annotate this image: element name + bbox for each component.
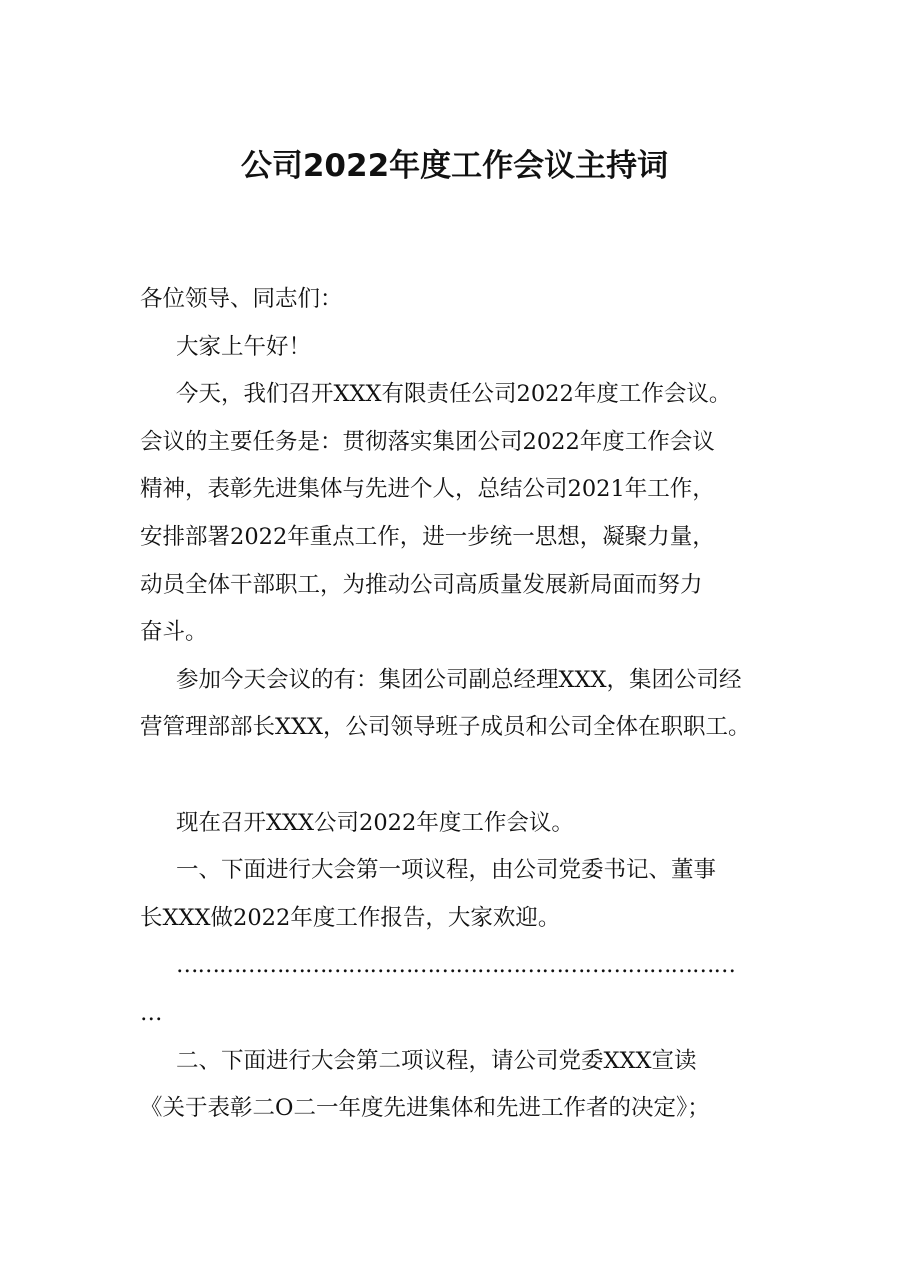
paragraph-line: 现在召开XXX公司2022年度工作会议。: [176, 809, 574, 836]
paragraph-line: 参加今天会议的有：集团公司副总经理XXX，集团公司经: [176, 666, 742, 693]
paragraph-line: 营管理部部长XXX，公司领导班子成员和公司全体在职职工。: [140, 714, 751, 741]
paragraph-line: 《关于表彰二O二一年度先进集体和先进工作者的决定》；: [140, 1095, 710, 1122]
paragraph-line: 一、下面进行大会第一项议程，由公司党委书记、董事: [176, 857, 717, 884]
greeting: 大家上午好！: [176, 333, 312, 360]
paragraph-line: 会议的主要任务是：贯彻落实集团公司2022年度工作会议: [140, 428, 715, 455]
blank-line: [140, 752, 780, 800]
salutation: 各位领导、同志们：: [140, 286, 343, 312]
paragraph-line: 动员全体干部职工，为推动公司高质量发展新局面而努力: [140, 571, 703, 598]
document-body: [140, 276, 780, 1133]
paragraph-line: 长XXX做2022年度工作报告，大家欢迎。: [140, 904, 561, 931]
paragraph-line: 奋斗。: [140, 619, 208, 646]
paragraph-line: 二、下面进行大会第二项议程，请公司党委XXX宣读: [176, 1047, 697, 1074]
paragraph-line: 精神，表彰先进集体与先进个人，总结公司2021年工作，: [140, 476, 715, 503]
ellipsis-line: ……………………………………………………………………: [176, 952, 735, 979]
paragraph-line: 今天，我们召开XXX有限责任公司2022年度工作会议。: [176, 381, 732, 408]
ellipsis-line: …: [140, 999, 163, 1026]
document-title: 公司2022年度工作会议主持词: [240, 148, 669, 184]
paragraph-line: 安排部署2022年重点工作，进一步统一思想，凝聚力量，: [140, 523, 715, 550]
